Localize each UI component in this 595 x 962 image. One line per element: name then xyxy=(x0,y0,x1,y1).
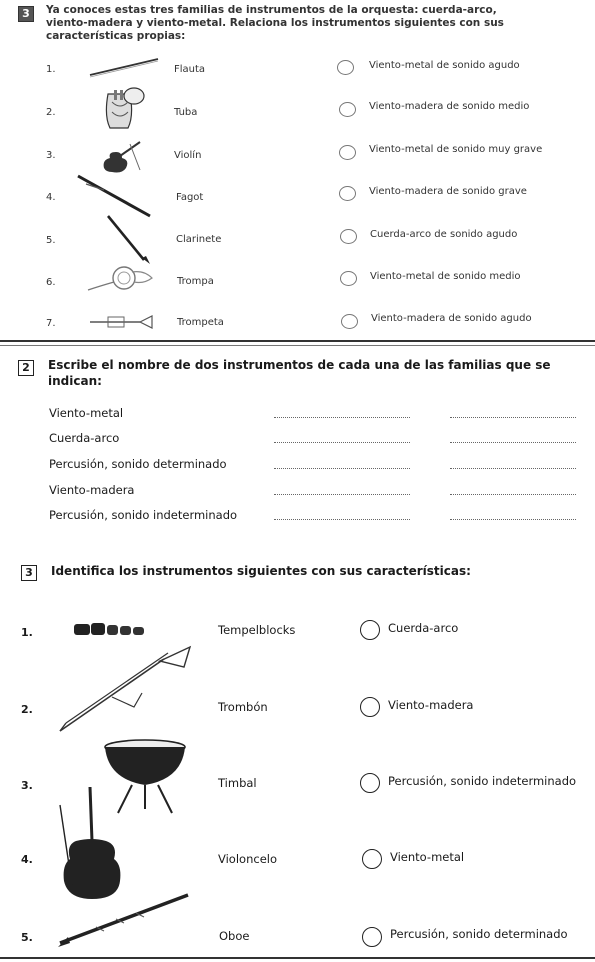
row-number: 4. xyxy=(21,853,33,866)
family-label: Viento-metal xyxy=(49,406,124,420)
exercise-3 xyxy=(0,555,595,955)
row-number: 3. xyxy=(21,779,33,792)
answer-circle[interactable] xyxy=(360,697,380,717)
answer-line[interactable] xyxy=(274,493,410,495)
answer-circle[interactable] xyxy=(341,314,358,329)
answer-option: Viento-metal de sonido agudo xyxy=(369,60,520,71)
violin-icon xyxy=(100,138,146,174)
row-number: 5. xyxy=(21,931,33,944)
instrument-name: Trompa xyxy=(177,276,214,287)
instrument-name: Tempelblocks xyxy=(218,623,296,637)
answer-option: Viento-metal xyxy=(390,850,465,864)
row-number: 4. xyxy=(46,192,56,203)
bassoon-icon xyxy=(76,172,154,220)
answer-circle[interactable] xyxy=(339,145,356,160)
row-number: 3. xyxy=(46,150,56,161)
instrument-name: Oboe xyxy=(219,929,250,943)
answer-option: Viento-madera de sonido medio xyxy=(369,101,530,112)
family-label: Percusión, sonido indeterminado xyxy=(49,508,238,522)
answer-option: Viento-madera de sonido agudo xyxy=(371,313,532,324)
tuba-icon xyxy=(94,86,146,134)
trombone-icon xyxy=(56,645,192,735)
answer-option: Viento-madera de sonido grave xyxy=(369,186,527,197)
answer-circle[interactable] xyxy=(340,229,357,244)
exercise-2 xyxy=(0,350,595,540)
answer-option: Cuerda-arco xyxy=(388,621,459,635)
answer-circle[interactable] xyxy=(337,60,354,75)
family-label: Viento-madera xyxy=(49,483,135,497)
exercise-2-instruction: Escribe el nombre de dos instrumentos de cada una de las familias que se indican: xyxy=(48,358,551,388)
answer-line[interactable] xyxy=(450,518,576,520)
answer-option: Cuerda-arco de sonido agudo xyxy=(370,229,518,240)
instrument-name: Fagot xyxy=(176,192,204,203)
answer-line[interactable] xyxy=(274,467,410,469)
answer-circle[interactable] xyxy=(340,271,357,286)
answer-option: Viento-madera xyxy=(388,698,474,712)
instrument-name: Trombón xyxy=(218,700,268,714)
answer-option: Viento-metal de sonido medio xyxy=(370,271,521,282)
answer-option: Viento-metal de sonido muy grave xyxy=(369,144,543,155)
instrument-name: Flauta xyxy=(174,64,206,75)
answer-line[interactable] xyxy=(450,493,576,495)
answer-line[interactable] xyxy=(274,416,410,418)
instrument-name: Trompeta xyxy=(177,317,224,328)
answer-line[interactable] xyxy=(450,416,576,418)
answer-line[interactable] xyxy=(274,441,410,443)
answer-circle[interactable] xyxy=(360,620,380,640)
horn-icon xyxy=(86,264,156,294)
row-number: 6. xyxy=(46,277,56,288)
answer-line[interactable] xyxy=(274,518,410,520)
row-number: 2. xyxy=(46,107,56,118)
instrument-name: Violín xyxy=(174,150,202,161)
exercise-3-instruction: Identifica los instrumentos siguientes con sus características: xyxy=(51,564,471,578)
instrument-name: Violoncelo xyxy=(218,852,277,866)
clarinet-icon xyxy=(104,214,152,266)
answer-option: Percusión, sonido indeterminado xyxy=(388,774,577,788)
answer-circle[interactable] xyxy=(360,773,380,793)
instrument-name: Timbal xyxy=(218,776,257,790)
instrument-name: Tuba xyxy=(174,107,198,118)
row-number: 5. xyxy=(46,235,56,246)
exercise-1 xyxy=(0,0,595,340)
answer-circle[interactable] xyxy=(362,927,382,947)
cello-icon xyxy=(56,785,128,903)
section-divider xyxy=(0,340,595,342)
family-label: Percusión, sonido determinado xyxy=(49,457,227,471)
section-divider-thin xyxy=(0,345,595,346)
exercise-1-badge: 3 xyxy=(18,6,34,22)
answer-circle[interactable] xyxy=(362,849,382,869)
exercise-1-instruction: Ya conoces estas tres familias de instrumentos de la orquesta: cuerda-arco, viento-madera y viento-metal. Relaciona los instrumentos siguientes con sus características propias: xyxy=(46,4,504,42)
oboe-icon xyxy=(56,891,192,949)
answer-line[interactable] xyxy=(450,441,576,443)
instrument-name: Clarinete xyxy=(176,234,222,245)
answer-circle[interactable] xyxy=(339,102,356,117)
row-number: 1. xyxy=(46,64,56,75)
family-label: Cuerda-arco xyxy=(49,431,120,445)
flute-icon xyxy=(88,56,160,78)
bottom-border xyxy=(0,957,595,959)
temple-blocks-icon xyxy=(72,621,148,637)
row-number: 1. xyxy=(21,626,33,639)
exercise-2-badge: 2 xyxy=(18,360,34,376)
exercise-3-badge: 3 xyxy=(21,565,37,581)
row-number: 2. xyxy=(21,703,33,716)
answer-circle[interactable] xyxy=(339,186,356,201)
answer-option: Percusión, sonido determinado xyxy=(390,927,568,941)
row-number: 7. xyxy=(46,318,56,329)
trumpet-icon xyxy=(88,314,156,330)
answer-line[interactable] xyxy=(450,467,576,469)
